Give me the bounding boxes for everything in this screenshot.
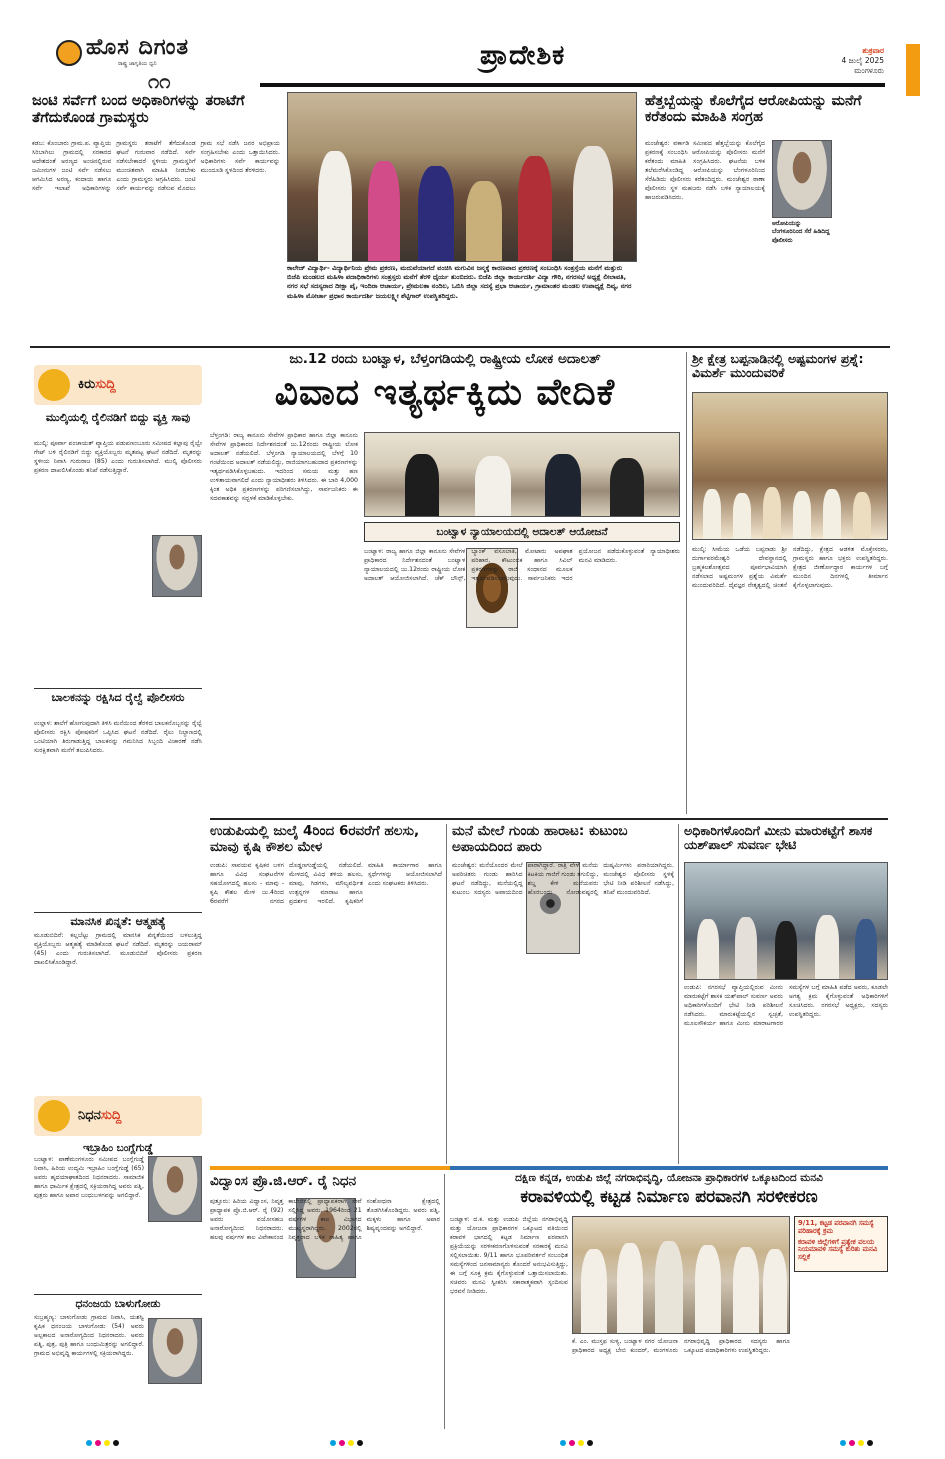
nidhana-title-a: ನಿಧನ: [78, 1108, 101, 1123]
date-label: 4 ಜುಲೈ 2025: [841, 56, 884, 66]
temple-meeting-photo: [692, 392, 888, 540]
brief-divider: [34, 688, 202, 689]
karavali-body-col3: [794, 1276, 888, 1428]
obit3-headline: ವಿದ್ವಾಂಸ ಪ್ರೊ.ಜಿ.ಆರ್. ರೈ ನಿಧನ: [210, 1173, 357, 1189]
story2-body-col2: [838, 140, 888, 345]
fish-market-photo: [684, 862, 888, 980]
meeting-photo-caption: ಕಾಲೇಜ್ ವಿದ್ಯಾರ್ಥಿ- ವಿದ್ಯಾರ್ಥಿನಿಯ ಪ್ರೇಮ ಪ್ರಕರಣ, ಮದುವೆಯಾಗದೆ ವಂಚಿಸಿ ಮಗುವಿನ ಜನ್ಮಕ್ಕೆ ಕಾರಣವಾದ ಪ್ರಕರಣಕ್ಕೆ ಸಂಬಂಧಿಸಿ ಸಂತ್ರಸ್ತೆಯ ಮನೆಗೆ ಮತ್ತುರು ಬಿಜೆಪಿ ಮಂಡಲದ ಮಹಿಳಾ ಪದಾಧಿಕಾರಿಗಳು ಸಂತ್ರಸ್ತರು ಮನೆಗೆ ತೆರಳಿ ಧೈರ್ಯ ತುಂಬಿದರು. ಬಿಜೆಪಿ ಜಿಲ್ಲಾ ಕಾರ್ಯದರ್ಶಿ ವಿದ್ಯಾ ಗೌರಿ, ನಗರಸಭೆ ಅಧ್ಯಕ್ಷೆ ಲೀಲಾವತಿ, ನಗರ ಸಭೆ ಸದಸ್ಯರಾದ ದೀಕ್ಷಾ ಪೈ, ಇಂದಿರಾ ಆಚಾರ್ಯ, ಪ್ರೇಮಲತಾ ನಂದಿಲ, ಒಬಿಸಿ ಜಿಲ್ಲಾ ಸದಸ್ಯೆ ಪ್ರಭಾ ಆಚಾರ್ಯ, ಗ್ರಾಮಾಂತರ ಮಂಡಲ ಉಪಾಧ್ಯಕ್ಷೆ ದಿವ್ಯ, ನಗರ ಮಹಿಳಾ ಮೋರ್ಚಾ ಪ್ರಧಾನ ಕಾರ್ಯದರ್ಶಿ ಜಯಲಕ್ಷ್ಮೀ ಶೆಟ್ಟಿಗಾರ್ ಉಪಸ್ಥಿತರಿದ್ದರು.: [287, 264, 632, 300]
bappanadu-headline: ಶ್ರೀ ಕ್ಷೇತ್ರ ಬಪ್ಪನಾಡಿನಲ್ಲಿ ಅಷ್ಟಮಂಗಳ ಪ್ರಶ್ನೆ: ವಿಮರ್ಶೆ ಮುಂದುವರಿಕೆ: [692, 351, 864, 381]
brief3-body: ಮೂಡುಬಿದಿರೆ: ಕಲ್ಲಬೆಟ್ಟು ಗ್ರಾಮದಲ್ಲಿ ಮಾನಸಿಕ ಖಿನ್ನತೆಯಿಂದ ಬಳಲುತ್ತಿದ್ದ ವ್ಯಕ್ತಿಯೊಬ್ಬರು ಆತ್ಮಹತ್ಯೆ ಮಾಡಿಕೊಂಡ ಘಟನೆ ನಡೆದಿದೆ. ಮೃತರನ್ನು ಜಯರಾಮ್ (45) ಎಂದು ಗುರುತಿಸಲಾಗಿದೆ. ಮೂಡುಬಿದಿರೆ ಪೊಲೀಸರು ಪ್ರಕರಣ ದಾಖಲಿಸಿಕೊಂಡಿದ್ದಾರೆ.: [34, 932, 202, 966]
meeting-photo: [287, 92, 637, 262]
obit2-body: ಸುಬ್ರಹ್ಮಣ್ಯ: ಬಾಳುಗೋಡು ಗ್ರಾಮದ ನಿವಾಸಿ, ಯಶಸ್ವಿ ಕೃಷಿಕ ಧನಂಜಯ ಬಾಳುಗೋಡು (54) ಅವರು ಅಲ್ಪಕಾಲದ ಅನಾರೋಗ್ಯದಿಂದ ನಿಧನರಾದರು. ಅವರು ಪತ್ನಿ, ಪುತ್ರ, ಪುತ್ರಿ ಹಾಗೂ ಬಂಧುಮಿತ್ರರನ್ನು ಅಗಲಿದ್ದಾರೆ. ಗ್ರಾಮದ ಅಭಿವೃದ್ಧಿ ಕಾರ್ಯಗಳಲ್ಲಿ ಸಕ್ರಿಯರಾಗಿದ್ದರು.: [34, 1314, 144, 1357]
obit3-body: ಪುತ್ತೂರು: ಹಿರಿಯ ವಿದ್ವಾಂಸ, ನಿವೃತ್ತ ಪ್ರಾಧ್ಯಾಪಕ ಪ್ರೊ.ಜಿ.ಆರ್. ರೈ (92) ಅವರು ವಯೋಸಹಜ ಅನಾರೋಗ್ಯದಿಂದ ನಿಧನರಾದರು. ಹಲವು ವರ್ಷಗಳ ಕಾಲ ವಿವೇಕಾನಂದ ಕಾಲೇಜಿನಲ್ಲಿ ಪ್ರಾಧ್ಯಾಪಕರಾಗಿ ಸೇವೆ ಸಲ್ಲಿಸಿದ್ದ ಅವರು, 1964ರಿಂದ 21 ವರ್ಷಗಳ ಕಾಲ ವಿಭಾಗದ ಮುಖ್ಯಸ್ಥರಾಗಿದ್ದರು. 2002ರಲ್ಲಿ ನಿವೃತ್ತರಾದ ಬಳಿಕ ಸಾಹಿತ್ಯ ಹಾಗೂ ಸಂಶೋಧನಾ ಕ್ಷೇತ್ರದಲ್ಲಿ ತೊಡಗಿಸಿಕೊಂಡಿದ್ದರು. ಅವರು ಪತ್ನಿ, ಮಕ್ಕಳು ಹಾಗೂ ಅಪಾರ ಶಿಷ್ಯವೃಂದವನ್ನು ಅಗಲಿದ್ದಾರೆ.: [210, 1198, 440, 1241]
accused-photo-caption: ಆರೋಪಿಯನ್ನು ಬೆಂಗಳೂರಿನಿಂದ ಸೆರೆ ಹಿಡಿದಿದ್ದ ಪೊಲೀಸರು: [772, 220, 830, 244]
brief-divider: [34, 912, 202, 913]
story2-headline: ಹೆತ್ತಬ್ಬೆಯನ್ನು ಕೊಲೆಗೈದ ಆರೋಪಿಯನ್ನು ಮನೆಗೆ ಕರೆತಂದು ಮಾಹಿತಿ ಸಂಗ್ರಹ: [645, 93, 862, 126]
section-underline: [260, 83, 885, 87]
deceased-photo: [152, 535, 202, 597]
lok-adalat-headline: ವಿವಾದ ಇತ್ಯರ್ಥಕ್ಕಿದು ವೇದಿಕೆ: [274, 372, 616, 413]
meenu-body: ಉಡುಪಿ: ನಗರಸಭೆ ವ್ಯಾಪ್ತಿಯಲ್ಲಿರುವ ಮೀನು ಮಾರುಕಟ್ಟೆಗೆ ಶಾಸಕ ಯಶ್‌ಪಾಲ್ ಸುವರ್ಣ ಅವರು ಅಧಿಕಾರಿಗಳೊಂದಿಗೆ ಭೇಟಿ ನೀಡಿ ಪರಿಶೀಲನೆ ನಡೆಸಿದರು. ಮಾರುಕಟ್ಟೆಯಲ್ಲಿನ ಸ್ವಚ್ಛತೆ, ಮೂಲಸೌಕರ್ಯ ಹಾಗೂ ಮೀನು ಮಾರಾಟಗಾರರ ಸಮಸ್ಯೆಗಳ ಬಗ್ಗೆ ಮಾಹಿತಿ ಪಡೆದ ಅವರು, ಕೂಡಲೇ ಅಗತ್ಯ ಕ್ರಮ ಕೈಗೊಳ್ಳುವಂತೆ ಅಧಿಕಾರಿಗಳಿಗೆ ಸೂಚಿಸಿದರು. ನಗರಸಭೆ ಅಧ್ಯಕ್ಷರು, ಸದಸ್ಯರು ಉಪಸ್ಥಿತರಿದ್ದರು.: [684, 984, 888, 1027]
fruit-mela-headline: ಉಡುಪಿಯಲ್ಲಿ ಜುಲೈ 4ರಿಂದ 6ರವರೆಗೆ ಹಲಸು, ಮಾವು ಕೃಷಿ ಕೌಶಲ ಮೇಳ: [210, 823, 420, 855]
lok-adalat-subhead: ಬಂಟ್ವಾಳ ನ್ಯಾಯಾಲಯದಲ್ಲಿ ಅದಾಲತ್ ಆಯೋಜನೆ: [436, 526, 608, 538]
lok-adalat-body-right: ಬಂಟ್ವಾಳ: ರಾಜ್ಯ ಹಾಗೂ ಜಿಲ್ಲಾ ಕಾನೂನು ಸೇವೆಗಳ ಪ್ರಾಧಿಕಾರದ ನಿರ್ದೇಶನದಂತೆ ಬಂಟ್ವಾಳ ನ್ಯಾಯಾಲಯದಲ್ಲಿ ಜು.12ರಂದು ರಾಷ್ಟ್ರೀಯ ಲೋಕ ಅದಾಲತ್ ಆಯೋಜಿಸಲಾಗಿದೆ. ಚೆಕ್ ಬೌನ್ಸ್, ಬ್ಯಾಂಕ್ ವಸೂಲಾತಿ, ಮೋಟಾರು ಅಪಘಾತ ಪರಿಹಾರ, ಕೌಟುಂಬಿಕ ಹಾಗೂ ಸಿವಿಲ್ ಪ್ರಕರಣಗಳನ್ನು ರಾಜಿ ಸಂಧಾನದ ಮೂಲಕ ಇತ್ಯರ್ಥಪಡಿಸಲಾಗುವುದು. ಸಾರ್ವಜನಿಕರು ಇದರ ಪ್ರಯೋಜನ ಪಡೆದುಕೊಳ್ಳುವಂತೆ ನ್ಯಾಯಾಧೀಶರು ಮನವಿ ಮಾಡಿದರು.: [364, 548, 680, 582]
story2-body: ಮಂಜೇಶ್ವರ: ವರ್ಕಾಡಿ ಸಮೀಪದ ಹೆತ್ತಬ್ಬೆಯನ್ನು ಕೊಲೆಗೈದ ಪ್ರಕರಣಕ್ಕೆ ಸಂಬಂಧಿಸಿ ಆರೋಪಿಯನ್ನು ಪೊಲೀಸರು ಮನೆಗೆ ಕರೆತಂದು ಮಾಹಿತಿ ಸಂಗ್ರಹಿಸಿದರು. ಘಟನೆಯ ಬಳಿಕ ತಲೆಮರೆಸಿಕೊಂಡಿದ್ದ ಆರೋಪಿಯನ್ನು ಬೆಂಗಳೂರಿನಿಂದ ಸೆರೆಹಿಡಿದು ಪೊಲೀಸರು ಕರೆತಂದಿದ್ದರು. ಮಂಜೇಶ್ವರ ಠಾಣಾ ಪೊಲೀಸರು ಸ್ಥಳ ಮಹಜರು ನಡೆಸಿ ಬಳಿಕ ನ್ಯಾಯಾಲಯಕ್ಕೆ ಹಾಜರುಪಡಿಸಿದರು.: [645, 140, 765, 201]
corner-accent: [906, 44, 920, 96]
nidhana-suddi-title: [78, 1108, 121, 1123]
brief1-headline: ಮುಲ್ಕಿಯಲ್ಲಿ ರೈಲಿನಡಿಗೆ ಬಿದ್ದು ವ್ಯಕ್ತಿ ಸಾವು: [45, 411, 191, 424]
gundu-body: ಮಂಜೇಶ್ವರ: ಮನೆಯೊಂದರ ಮೇಲೆ ಅಪರಿಚಿತರು ಗುಂಡು ಹಾರಿಸಿದ ಘಟನೆ ನಡೆದಿದ್ದು, ಮನೆಯಲ್ಲಿದ್ದ ಕುಟುಂಬ ಸದಸ್ಯರು ಅಪಾಯದಿಂದ ಪಾರಾಗಿದ್ದಾರೆ. ರಾತ್ರಿ ವೇಳೆ ಮನೆಯ ಕಿಟಕಿಯ ಗಾಜಿಗೆ ಗುಂಡು ತಗುಲಿದ್ದು, ಶಬ್ದ ಕೇಳಿ ಮನೆಯವರು ಹೊರಬಂದು ನೋಡುವಷ್ಟರಲ್ಲಿ ದುಷ್ಕರ್ಮಿಗಳು ಪರಾರಿಯಾಗಿದ್ದರು. ಮಂಜೇಶ್ವರ ಪೊಲೀಸರು ಸ್ಥಳಕ್ಕೆ ಭೇಟಿ ನೀಡಿ ಪರಿಶೀಲನೆ ನಡೆಸಿದ್ದು, ತನಿಖೆ ಮುಂದುವರಿದಿದೆ.: [452, 862, 674, 896]
court-officials-photo: [364, 432, 680, 517]
brief1-body: ಮುಲ್ಕಿ: ಪೂರ್ವಾ ಪಂಚಾಯತ್ ವ್ಯಾಪ್ತಿಯ ಪಡುಪಣಂಬೂರು ಸಮೀಪದ ಕಲ್ಲಾಪು ರೈಲ್ವೇ ಗೇಟ್ ಬಳಿ ರೈಲಿನಡಿಗೆ ಬಿದ್ದು ವ್ಯಕ್ತಿಯೊಬ್ಬರು ಮೃತಪಟ್ಟ ಘಟನೆ ನಡೆದಿದೆ. ಮೃತರನ್ನು ಸ್ಥಳೀಯ ನಿವಾಸಿ ಗುರುರಾಜ (85) ಎಂದು ಗುರುತಿಸಲಾಗಿದೆ. ಮುಲ್ಕಿ ಪೊಲೀಸರು ಪ್ರಕರಣ ದಾಖಲಿಸಿಕೊಂಡು ತನಿಖೆ ನಡೆಸುತ್ತಿದ್ದಾರೆ.: [34, 440, 202, 474]
bappanadu-body: ಮುಲ್ಕಿ: ಸೀಮೆಯ ಒಡೆಯ ಬಪ್ಪನಾಡು ಶ್ರೀ ದುರ್ಗಾಪರಮೇಶ್ವರಿ ದೇವಸ್ಥಾನದಲ್ಲಿ ಬ್ರಹ್ಮಕಲಶೋತ್ಸವದ ಪೂರ್ವಭಾವಿಯಾಗಿ ನಡೆಸಲಾದ ಅಷ್ಟಮಂಗಳ ಪ್ರಶ್ನೆಯ ವಿಮರ್ಶೆ ಮುಂದುವರಿದಿದೆ. ದೈವಜ್ಞರ ನೇತೃತ್ವದಲ್ಲಿ ಚಿಂತನೆ ನಡೆದಿದ್ದು, ಕ್ಷೇತ್ರದ ಆಡಳಿತ ಮೊಕ್ತೇಸರರು, ಗ್ರಾಮಸ್ಥರು ಹಾಗೂ ಭಕ್ತರು ಉಪಸ್ಥಿತರಿದ್ದರು. ಕ್ಷೇತ್ರದ ಜೀರ್ಣೋದ್ಧಾರ ಕಾರ್ಯಗಳ ಬಗ್ಗೆ ಮುಂದಿನ ದಿನಗಳಲ್ಲಿ ತೀರ್ಮಾನ ಕೈಗೊಳ್ಳಲಾಗುವುದು.: [692, 546, 888, 589]
section-divider: [30, 346, 890, 348]
edition-dateline: [804, 46, 884, 76]
brief1-body-cont: [34, 535, 148, 675]
logo-title: ಹೊಸ ದಿಗಂತ: [86, 35, 190, 60]
karavali-highlights-box: [794, 1216, 888, 1272]
lamp-emblem-icon: [56, 40, 82, 66]
lok-adalat-body-left: ಬೆಳ್ತಂಗಡಿ: ರಾಜ್ಯ ಕಾನೂನು ಸೇವೆಗಳ ಪ್ರಾಧಿಕಾರ ಹಾಗೂ ಜಿಲ್ಲಾ ಕಾನೂನು ಸೇವೆಗಳ ಪ್ರಾಧಿಕಾರದ ನಿರ್ದೇಶನದಂತೆ ಜು.12ರಂದು ರಾಷ್ಟ್ರೀಯ ಲೋಕ ಅದಾಲತ್ ನಡೆಯಲಿದೆ. ಬೆಳ್ತಂಗಡಿ ನ್ಯಾಯಾಲಯದಲ್ಲಿ ಬೆಳಗ್ಗೆ 10 ಗಂಟೆಯಿಂದ ಅದಾಲತ್ ನಡೆಯಲಿದ್ದು, ರಾಜಿಯಾಗಬಹುದಾದ ಪ್ರಕರಣಗಳನ್ನು ಇತ್ಯರ್ಥಪಡಿಸಿಕೊಳ್ಳಬಹುದು. ಇದರಿಂದ ಸಮಯ ಮತ್ತು ಹಣ ಉಳಿತಾಯವಾಗಲಿದೆ ಎಂದು ನ್ಯಾಯಾಧೀಶರು ತಿಳಿಸಿದರು. ಈ ಬಾರಿ 4,000 ಕ್ಕಿಂತ ಅಧಿಕ ಪ್ರಕರಣಗಳನ್ನು ಪರಿಗಣಿಸಲಾಗಿದ್ದು, ಸಾರ್ವಜನಿಕರು ಈ ಸದವಕಾಶವನ್ನು ಸದ್ಬಳಕೆ ಮಾಡಿಕೊಳ್ಳಬೇಕು.: [210, 432, 358, 502]
obit1-photo: [148, 1156, 202, 1222]
story1-headline: ಜಂಟಿ ಸರ್ವೆಗೆ ಬಂದ ಅಧಿಕಾರಿಗಳನ್ನು ತರಾಟೆಗೆ ತೆಗೆದುಕೊಂಡ ಗ್ರಾಮಸ್ಥರು: [32, 93, 245, 126]
print-registration-marks: [86, 1440, 119, 1446]
karavali-body-cont: ಕೆ. ಎಂ. ಮುಸ್ತಫ ಸುಳ್ಯ, ಬಂಟ್ವಾಳ ನಗರ ಯೋಜನಾ ಪ್ರಾಧಿಕಾರದ ಅಧ್ಯಕ್ಷ ಬೇಬಿ ಕುಂದರ್, ಮಂಗಳೂರು ನಗರಾಭಿವೃದ್ಧಿ ಪ್ರಾಧಿಕಾರದ ಸದಸ್ಯರು ಹಾಗೂ ಒಕ್ಕೂಟದ ಪದಾಧಿಕಾರಿಗಳು ಉಪಸ್ಥಿತರಿದ್ದರು.: [572, 1338, 790, 1354]
page-number: ೧೧: [148, 69, 171, 93]
print-registration-marks: [560, 1440, 593, 1446]
nidhana-title-b: ಸುದ್ದಿ: [100, 1108, 122, 1123]
newspaper-logo: [30, 30, 245, 93]
column-divider: [678, 824, 679, 1164]
lok-adalat-subhead-box: [364, 522, 680, 542]
meenu-headline: ಅಧಿಕಾರಿಗಳೊಂದಿಗೆ ಮೀನು ಮಾರುಕಟ್ಟೆಗೆ ಶಾಸಕ ಯಶ್‌ಪಾಲ್ ಸುವರ್ಣ ಭೇಟಿ: [684, 823, 873, 853]
obit2-photo: [148, 1318, 202, 1384]
column-divider: [444, 1174, 445, 1429]
kiru-title-a: ಕಿರು: [78, 377, 96, 392]
section-accent-bar: [210, 1166, 450, 1170]
brief2-headline: ಬಾಲಕನನ್ನು ರಕ್ಷಿಸಿದ ರೈಲ್ವೆ ಪೊಲೀಸರು: [51, 691, 185, 704]
karavali-bullet2: ಕರಾವಳಿ ಜಿಲ್ಲೆಗಳಿಗೆ ಪ್ರತ್ಯೇಕ ವಲಯ ನಿಯಮಾವಳಿ ಸಮಸ್ಯೆ ಕುರಿತು ಮನವಿ ಸಲ್ಲಿಕೆ: [798, 1237, 878, 1262]
karavali-kicker: ದಕ್ಷಿಣ ಕನ್ನಡ, ಉಡುಪಿ ಜಿಲ್ಲೆ ನಗರಾಭಿವೃದ್ಧಿ, ಯೋಜನಾ ಪ್ರಾಧಿಕಾರಗಳ ಒಕ್ಕೂಟದಿಂದ ಮನವಿ: [515, 1172, 823, 1184]
pointing-hand-icon: [38, 1100, 70, 1132]
print-registration-marks: [840, 1440, 873, 1446]
accused-photo: [772, 140, 832, 218]
kiru-title-b: ಸುದ್ದಿ: [95, 377, 116, 392]
brief3-headline: ಮಾನಸಿಕ ಖಿನ್ನತೆ: ಆತ್ಮಹತ್ಯೆ: [70, 915, 166, 928]
karavali-bullet1: 9/11, ಕಟ್ಟಡ ಪರವಾನಗಿ ಸಮಸ್ಯೆ ಪರಿಹಾರಕ್ಕೆ ಕ್ರಮ: [798, 1219, 874, 1235]
kiru-suddi-banner: [34, 365, 202, 405]
section-title: ಪ್ರಾದೇಶಿಕ: [480, 40, 566, 71]
gundu-headline: ಮನೆ ಮೇಲೆ ಗುಂಡು ಹಾರಾಟ: ಕುಟುಂಬ ಅಪಾಯದಿಂದ ಪಾರು: [452, 823, 628, 855]
obit2-name: ಧನಂಜಯ ಬಾಳುಗೋಡು: [75, 1298, 161, 1310]
obit-divider: [34, 1294, 202, 1295]
column-divider: [686, 352, 687, 814]
story1-body: ಕಡಬ: ಕೊಂಬಾರು ಗ್ರಾಮ.ಪ. ವ್ಯಾಪ್ತಿಯ ಸಿರಿಬಾಗಿಲು ಗ್ರಾಮದಲ್ಲಿ ಸರಕಾರದ ಆದೇಶದಂತೆ ಅರಣ್ಯದ ಅಂಚಿನಲ್ಲಿರುವ ಜಮೀನುಗಳ ಜಂಟಿ ಸರ್ವೆ ನಡೆಸಲು ಆಗಮಿಸಿದ ಅರಣ್ಯ, ಕಂದಾಯ ಹಾಗೂ ಸರ್ವೆ ಇಲಾಖೆ ಅಧಿಕಾರಿಗಳನ್ನು ಗ್ರಾಮಸ್ಥರು ತರಾಟೆಗೆ ತೆಗೆದುಕೊಂಡ ಘಟನೆ ಗುರುವಾರ ನಡೆದಿದೆ. ಸರ್ವೆ ನಡೆಸಬೇಕಾದರೆ ಸ್ಥಳೀಯ ಗ್ರಾಮಸ್ಥರಿಗೆ ಮುಂಚಿತವಾಗಿ ಮಾಹಿತಿ ನೀಡಬೇಕು ಎಂದು ಗ್ರಾಮಸ್ಥರು ಆಗ್ರಹಿಸಿದರು. ಜಂಟಿ ಸರ್ವೆ ಕಾರ್ಯವನ್ನು ನಡೆಸುವ ಮೊದಲು ಗ್ರಾಮ ಸಭೆ ನಡೆಸಿ ಜನರ ಅಭಿಪ್ರಾಯ ಸಂಗ್ರಹಿಸಬೇಕು ಎಂದು ಒತ್ತಾಯಿಸಿದರು. ಅಧಿಕಾರಿಗಳು ಸರ್ವೆ ಕಾರ್ಯವನ್ನು ಮುಂದೂಡಿ ಸ್ಥಳದಿಂದ ತೆರಳಿದರು.: [32, 140, 280, 192]
logo-tagline: ರಾಷ್ಟ್ರ ಜಾಗೃತಿಯ ಧ್ವನಿ: [118, 61, 157, 67]
city-label: ಮಂಗಳೂರು: [854, 66, 884, 76]
print-registration-marks: [330, 1440, 363, 1446]
column-divider: [446, 824, 447, 1164]
lok-adalat-kicker: ಜು.12 ರಂದು ಬಂಟ್ವಾಳ, ಬೆಳ್ತಂಗಡಿಯಲ್ಲಿ ರಾಷ್ಟ್ರೀಯ ಲೋಕ ಅದಾಲತ್: [289, 351, 601, 367]
brief2-body: ಉಲ್ಲಾಳ: ಶಾಲೆಗೆ ಹೋಗುವುದಾಗಿ ತಿಳಿಸಿ ಮನೆಯಿಂದ ತೆರಳಿದ ಬಾಲಕನೊಬ್ಬನನ್ನು ರೈಲ್ವೆ ಪೊಲೀಸರು ರಕ್ಷಿಸಿ ಪೋಷಕರಿಗೆ ಒಪ್ಪಿಸಿದ ಘಟನೆ ನಡೆದಿದೆ. ರೈಲು ನಿಲ್ದಾಣದಲ್ಲಿ ಒಂಟಿಯಾಗಿ ತಿರುಗಾಡುತ್ತಿದ್ದ ಬಾಲಕನನ್ನು ಗಮನಿಸಿದ ಸಿಬ್ಬಂದಿ ವಿಚಾರಣೆ ನಡೆಸಿ ಸುರಕ್ಷಿತವಾಗಿ ಮನೆಗೆ ತಲುಪಿಸಿದರು.: [34, 720, 202, 754]
section-accent-bar: [450, 1166, 888, 1170]
karavali-body: ಬಂಟ್ವಾಳ: ದ.ಕ. ಮತ್ತು ಉಡುಪಿ ಜಿಲ್ಲೆಯ ನಗರಾಭಿವೃದ್ಧಿ ಮತ್ತು ಯೋಜನಾ ಪ್ರಾಧಿಕಾರಗಳ ಒಕ್ಕೂಟದ ವತಿಯಿಂದ ಕರಾವಳಿ ಭಾಗದಲ್ಲಿ ಕಟ್ಟಡ ನಿರ್ಮಾಣ ಪರವಾನಗಿ ಪ್ರಕ್ರಿಯೆಯನ್ನು ಸರಳೀಕರಣಗೊಳಿಸುವಂತೆ ಸರಕಾರಕ್ಕೆ ಮನವಿ ಸಲ್ಲಿಸಲಾಯಿತು. 9/11 ಹಾಗೂ ಭೂಪರಿವರ್ತನೆ ಸಂಬಂಧಿತ ಸಮಸ್ಯೆಗಳಿಂದ ಜನಸಾಮಾನ್ಯರು ತೊಂದರೆ ಅನುಭವಿಸುತ್ತಿದ್ದು, ಈ ಬಗ್ಗೆ ಸೂಕ್ತ ಕ್ರಮ ಕೈಗೊಳ್ಳುವಂತೆ ಒತ್ತಾಯಿಸಲಾಯಿತು. ಸಚಿವರು ಮನವಿ ಸ್ವೀಕರಿಸಿ ಸಕಾರಾತ್ಮಕವಾಗಿ ಸ್ಪಂದಿಸುವ ಭರವಸೆ ನೀಡಿದರು.: [450, 1216, 568, 1295]
obit1-name: ಇಬ್ರಾಹಿಂ ಬಂಗ್ಲೆಗುಡ್ಡೆ: [82, 1142, 154, 1154]
kiru-suddi-title: [78, 377, 116, 392]
karavali-headline: ಕರಾವಳಿಯಲ್ಲಿ ಕಟ್ಟಡ ನಿರ್ಮಾಣ ಪರವಾನಗಿ ಸರಳೀಕರಣ: [520, 1187, 818, 1207]
obit1-body: ಬಂಟ್ವಾಳ: ಪಾಣೆಮಂಗಳೂರು ಸಮೀಪದ ಬಂಗ್ಲೆಗುಡ್ಡೆ ನಿವಾಸಿ, ಹಿರಿಯ ಉದ್ಯಮಿ ಇಬ್ರಾಹಿಂ ಬಂಗ್ಲೆಗುಡ್ಡೆ (65) ಅವರು ಹೃದಯಾಘಾತದಿಂದ ನಿಧನರಾದರು. ಸಾಮಾಜಿಕ ಹಾಗೂ ಧಾರ್ಮಿಕ ಕ್ಷೇತ್ರದಲ್ಲಿ ಸಕ್ರಿಯರಾಗಿದ್ದ ಅವರು ಪತ್ನಿ, ಪುತ್ರರು ಹಾಗೂ ಅಪಾರ ಬಂಧುಬಳಗವನ್ನು ಅಗಲಿದ್ದಾರೆ.: [34, 1156, 144, 1199]
pointing-hand-icon: [38, 369, 70, 401]
section-divider: [210, 818, 888, 820]
memorandum-photo: [572, 1216, 790, 1334]
day-label: ಶುಕ್ರವಾರ: [862, 46, 884, 55]
nidhana-suddi-banner: [34, 1096, 202, 1136]
fruit-mela-body: ಉಡುಪಿ: ಸಾವಯವ ಕೃಷಿಕರ ಬಳಗ ಹಾಗೂ ವಿವಿಧ ಸಂಘಟನೆಗಳ ಸಹಯೋಗದಲ್ಲಿ ಹಲಸು - ಮಾವು - ಕೃಷಿ ಕೌಶಲ ಮೇಳ ಜು.4ರಿಂದ 6ರವರೆಗೆ ನಗರದ ದೊಡ್ಡಣಗುಡ್ಡೆಯಲ್ಲಿ ನಡೆಯಲಿದೆ. ಮೇಳದಲ್ಲಿ ವಿವಿಧ ತಳಿಯ ಹಲಸು, ಮಾವು, ಗಿಡಗಳು, ಮೌಲ್ಯವರ್ಧಿತ ಉತ್ಪನ್ನಗಳ ಮಾರಾಟ ಹಾಗೂ ಪ್ರದರ್ಶನ ಇರಲಿದೆ. ಕೃಷಿಕರಿಗೆ ಮಾಹಿತಿ ಕಾರ್ಯಾಗಾರ ಹಾಗೂ ಸ್ಪರ್ಧೆಗಳನ್ನು ಆಯೋಜಿಸಲಾಗಿದೆ ಎಂದು ಸಂಘಟಕರು ತಿಳಿಸಿದರು.: [210, 862, 442, 905]
